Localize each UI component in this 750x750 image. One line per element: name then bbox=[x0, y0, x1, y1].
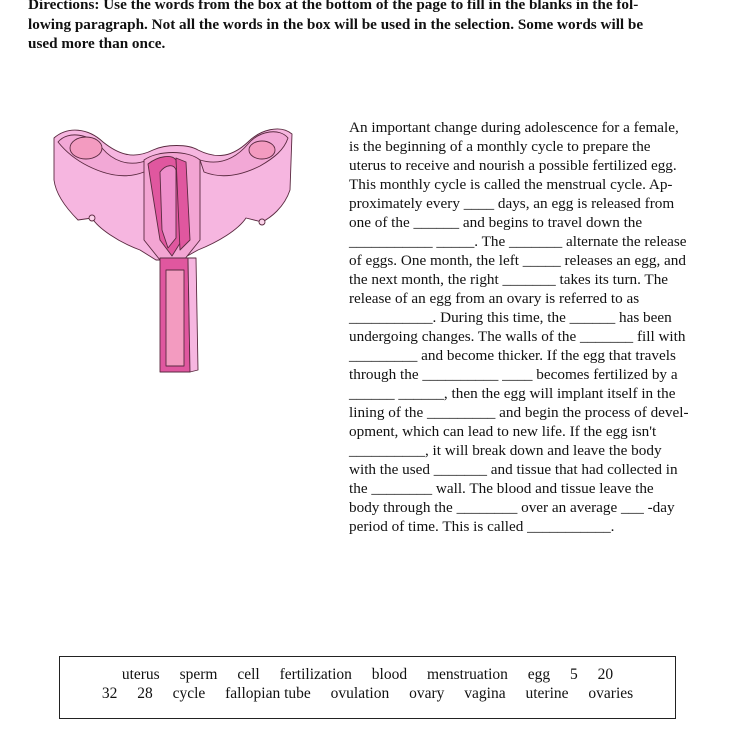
passage-line: opment, which can lead to new life. If the egg isn't bbox=[349, 423, 657, 440]
passage-line: release of an egg from an ovary is referred to as bbox=[349, 290, 640, 307]
passage-line: through the __________ ____ becomes fertilized by a bbox=[349, 366, 678, 383]
word-bank-item: 5 bbox=[570, 666, 578, 683]
word-bank-item: egg bbox=[527, 666, 551, 683]
directions-line: lowing paragraph. Not all the words in the box will be used in the selection. Some words will be bbox=[28, 15, 644, 33]
directions-line: Directions: Use the words from the box at the bottom of the page to fill in the blanks in the fol- bbox=[28, 0, 639, 13]
passage-line: ______ ______, then the egg will implant itself in the bbox=[349, 385, 676, 402]
directions-line: used more than once. bbox=[28, 35, 166, 52]
passage-line: proximately every ____ days, an egg is released from bbox=[349, 195, 675, 212]
passage-line: This monthly cycle is called the menstrual cycle. Ap- bbox=[349, 176, 673, 193]
word-bank-item: cell bbox=[237, 666, 260, 683]
fill-in-passage bbox=[349, 118, 734, 536]
word-bank-item: vagina bbox=[464, 685, 506, 702]
word-bank-item: menstruation bbox=[426, 666, 508, 683]
passage-line: An important change during adolescence for a female, bbox=[349, 119, 679, 136]
passage-line: of eggs. One month, the left _____ releases an egg, and bbox=[349, 252, 686, 269]
word-bank-item: blood bbox=[371, 666, 408, 683]
word-bank-row bbox=[60, 666, 675, 684]
passage-line: uterus to receive and nourish a possible fertilized egg. bbox=[349, 157, 677, 174]
passage-line: one of the ______ and begins to travel down the bbox=[349, 214, 643, 231]
passage-line: the ________ wall. The blood and tissue leave the bbox=[349, 480, 654, 497]
passage-line: _________ and become thicker. If the egg that travels bbox=[349, 347, 676, 364]
passage-line: __________, it will break down and leave the body bbox=[349, 442, 662, 459]
word-bank-item: sperm bbox=[179, 666, 218, 683]
female-reproductive-system-icon bbox=[48, 120, 298, 380]
word-bank-item: uterus bbox=[121, 666, 160, 683]
word-bank-item: ovary bbox=[409, 685, 445, 702]
passage-line: lining of the _________ and begin the process of devel- bbox=[349, 404, 689, 421]
word-bank-item: ovulation bbox=[330, 685, 390, 702]
passage-line: period of time. This is called ___________. bbox=[349, 518, 615, 535]
passage-line: undergoing changes. The walls of the _______ fill with bbox=[349, 328, 686, 345]
word-bank-item: fertilization bbox=[279, 666, 352, 683]
word-bank-row bbox=[60, 685, 675, 703]
word-bank-item: cycle bbox=[172, 685, 206, 702]
word-bank-item: 32 bbox=[101, 685, 118, 702]
word-bank-item: fallopian tube bbox=[225, 685, 311, 702]
passage-line: the next month, the right _______ takes its turn. The bbox=[349, 271, 669, 288]
directions bbox=[28, 0, 728, 54]
passage-line: with the used _______ and tissue that had collected in bbox=[349, 461, 678, 478]
passage-line: ___________. During this time, the ______ has been bbox=[349, 309, 672, 326]
passage-line: is the beginning of a monthly cycle to prepare the bbox=[349, 138, 651, 155]
word-bank-item: ovaries bbox=[588, 685, 634, 702]
word-bank-item: 20 bbox=[597, 666, 614, 683]
passage-line: ___________ _____. The _______ alternate the release bbox=[349, 233, 687, 250]
word-bank-box bbox=[59, 656, 676, 719]
word-bank-item: 28 bbox=[137, 685, 153, 702]
passage-line: body through the ________ over an average ___ -day bbox=[349, 499, 675, 516]
word-bank-item: uterine bbox=[525, 685, 569, 702]
